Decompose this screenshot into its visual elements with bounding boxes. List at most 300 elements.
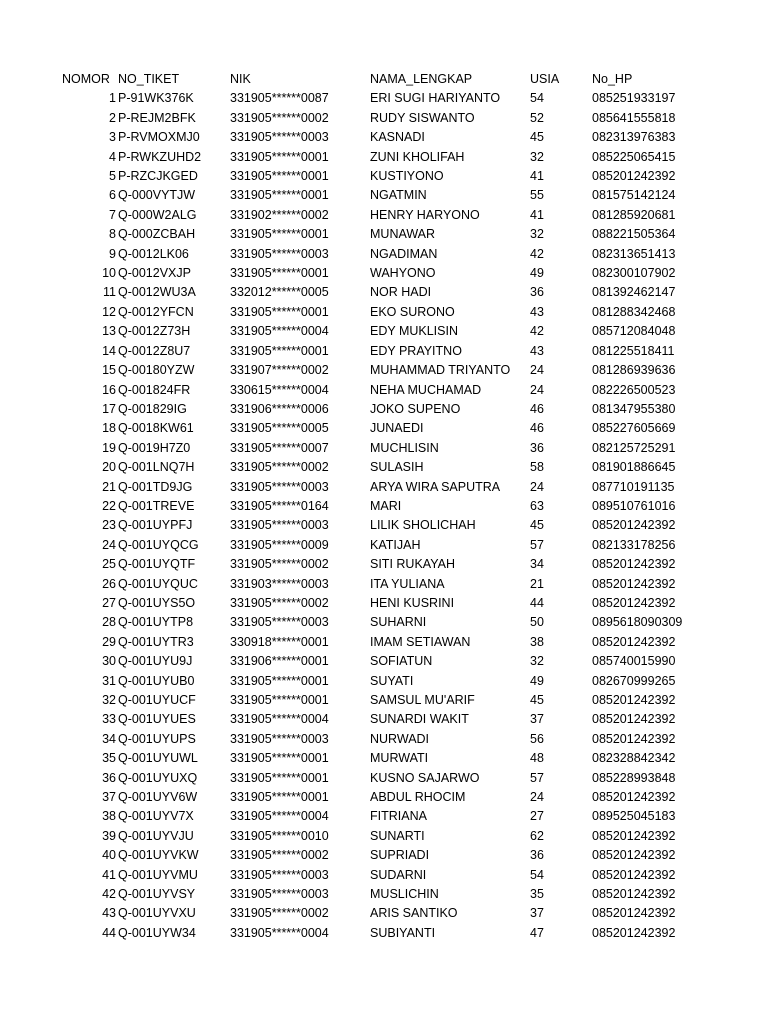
cell-nik: 331905******0001 xyxy=(230,149,329,164)
table-row xyxy=(62,303,762,322)
cell-nik: 331902******0002 xyxy=(230,207,329,222)
cell-usia: 58 xyxy=(530,460,544,475)
table-row xyxy=(62,516,762,535)
cell-nama-lengkap: SAMSUL MU'ARIF xyxy=(370,693,475,707)
table-row xyxy=(62,419,762,438)
cell-usia: 57 xyxy=(530,537,544,552)
cell-nomor: 7 xyxy=(109,207,116,222)
cell-no-tiket: Q-001UYTR3 xyxy=(118,634,194,649)
cell-nama-lengkap: FITRIANA xyxy=(370,809,427,824)
cell-nik: 330918******0001 xyxy=(230,634,329,649)
cell-no-tiket: Q-001UYUWL xyxy=(118,751,198,766)
cell-no-hp: 085227605669 xyxy=(592,421,676,436)
cell-usia: 43 xyxy=(530,304,544,319)
cell-usia: 32 xyxy=(530,227,544,242)
table-row xyxy=(62,89,762,108)
cell-nik: 331905******0003 xyxy=(230,130,329,145)
cell-no-hp: 088221505364 xyxy=(592,227,676,242)
cell-nomor: 23 xyxy=(102,518,116,533)
cell-usia: 47 xyxy=(530,925,544,940)
cell-nama-lengkap: ITA YULIANA xyxy=(370,576,445,591)
cell-nomor: 39 xyxy=(102,828,116,843)
cell-usia: 32 xyxy=(530,149,544,164)
cell-nama-lengkap: NURWADI xyxy=(370,731,430,746)
cell-usia: 46 xyxy=(530,401,544,416)
cell-nama-lengkap: SUHARNI xyxy=(370,615,427,630)
cell-nama-lengkap: HENI KUSRINI xyxy=(370,595,455,610)
cell-nik: 331905******0002 xyxy=(230,557,329,572)
cell-nama-lengkap: SULASIH xyxy=(370,460,424,475)
cell-no-tiket: Q-001UYVKW xyxy=(118,848,199,863)
cell-nama-lengkap: SUNARDI WAKIT xyxy=(370,712,469,727)
cell-nomor: 15 xyxy=(102,363,116,378)
cell-nomor: 5 xyxy=(109,169,116,184)
cell-nik: 331905******0003 xyxy=(230,731,329,746)
cell-no-hp: 082125725291 xyxy=(592,440,676,455)
cell-nama-lengkap: EDY PRAYITNO xyxy=(370,343,462,358)
cell-nomor: 32 xyxy=(102,693,116,707)
cell-no-hp: 085201242392 xyxy=(592,848,676,863)
cell-nik: 331905******0001 xyxy=(230,751,329,766)
cell-nama-lengkap: WAHYONO xyxy=(370,266,436,281)
cell-no-hp: 085201242392 xyxy=(592,731,676,746)
cell-no-hp: 085740015990 xyxy=(592,654,676,669)
cell-usia: 36 xyxy=(530,440,544,455)
cell-no-hp: 082313651413 xyxy=(592,246,676,261)
cell-no-tiket: Q-0012Z73H xyxy=(118,324,191,339)
cell-usia: 57 xyxy=(530,770,544,785)
cell-usia: 45 xyxy=(530,693,544,707)
header-nik: NIK xyxy=(230,72,251,86)
cell-nik: 331905******0003 xyxy=(230,518,329,533)
cell-nomor: 29 xyxy=(102,634,116,649)
cell-usia: 49 xyxy=(530,673,544,688)
cell-nomor: 16 xyxy=(102,382,116,397)
cell-nama-lengkap: MUCHLISIN xyxy=(370,440,439,455)
cell-nik: 331905******0001 xyxy=(230,770,329,785)
cell-nik: 331905******0002 xyxy=(230,110,329,125)
cell-nama-lengkap: SUBIYANTI xyxy=(370,925,436,940)
table-row xyxy=(62,264,762,283)
data-table xyxy=(62,70,762,943)
cell-usia: 63 xyxy=(530,498,544,513)
table-row xyxy=(62,788,762,807)
cell-nama-lengkap: EDY MUKLISIN xyxy=(370,324,458,339)
cell-no-tiket: Q-0012VXJP xyxy=(118,266,191,281)
cell-nomor: 12 xyxy=(102,304,116,319)
table-row xyxy=(62,439,762,458)
cell-nik: 331905******0002 xyxy=(230,595,329,610)
cell-nomor: 1 xyxy=(109,91,116,106)
cell-nik: 331905******0004 xyxy=(230,809,329,824)
table-row xyxy=(62,672,762,691)
cell-nama-lengkap: MUNAWAR xyxy=(370,227,436,242)
cell-nomor: 27 xyxy=(102,595,116,610)
cell-no-tiket: Q-0018KW61 xyxy=(118,421,194,436)
cell-nik: 331905******0087 xyxy=(230,91,329,106)
cell-usia: 54 xyxy=(530,867,544,882)
cell-no-tiket: Q-001UYQTF xyxy=(118,557,196,572)
cell-nomor: 43 xyxy=(102,906,116,921)
cell-no-hp: 081288342468 xyxy=(592,304,676,319)
cell-no-tiket: Q-001UYVMU xyxy=(118,867,198,882)
cell-usia: 38 xyxy=(530,634,544,649)
cell-nama-lengkap: MURWATI xyxy=(370,751,429,766)
cell-nik: 331903******0003 xyxy=(230,576,329,591)
cell-nama-lengkap: ARYA WIRA SAPUTRA xyxy=(370,479,501,494)
cell-nik: 331906******0006 xyxy=(230,401,329,416)
cell-usia: 43 xyxy=(530,343,544,358)
table-body xyxy=(62,89,762,943)
table-row xyxy=(62,924,762,943)
cell-nama-lengkap: SITI RUKAYAH xyxy=(370,557,455,572)
cell-usia: 35 xyxy=(530,887,544,902)
cell-nik: 331905******0001 xyxy=(230,343,329,358)
cell-no-tiket: Q-001UYS5O xyxy=(118,595,196,610)
cell-nama-lengkap: KUSTIYONO xyxy=(370,169,444,184)
table-row xyxy=(62,594,762,613)
cell-no-hp: 085228993848 xyxy=(592,770,676,785)
cell-nomor: 8 xyxy=(109,227,116,242)
header-no-tiket: NO_TIKET xyxy=(118,72,180,86)
cell-no-tiket: Q-000W2ALG xyxy=(118,207,197,222)
cell-nik: 331905******0003 xyxy=(230,479,329,494)
cell-nomor: 17 xyxy=(102,401,116,416)
cell-nomor: 31 xyxy=(102,673,116,688)
cell-usia: 42 xyxy=(530,324,544,339)
cell-nomor: 40 xyxy=(102,848,116,863)
table-row xyxy=(62,381,762,400)
cell-nik: 331907******0002 xyxy=(230,363,329,378)
cell-usia: 36 xyxy=(530,848,544,863)
cell-nama-lengkap: HENRY HARYONO xyxy=(370,207,480,222)
cell-no-hp: 085201242392 xyxy=(592,693,676,707)
table-row xyxy=(62,148,762,167)
cell-nama-lengkap: NEHA MUCHAMAD xyxy=(370,382,482,397)
cell-nomor: 21 xyxy=(102,479,116,494)
cell-nomor: 18 xyxy=(102,421,116,436)
cell-no-tiket: Q-001824FR xyxy=(118,382,191,397)
cell-usia: 41 xyxy=(530,207,544,222)
cell-nama-lengkap: ABDUL RHOCIM xyxy=(370,790,466,805)
table-row xyxy=(62,904,762,923)
header-usia: USIA xyxy=(530,72,560,86)
cell-no-hp: 085201242392 xyxy=(592,634,676,649)
cell-usia: 56 xyxy=(530,731,544,746)
cell-nomor: 34 xyxy=(102,731,116,746)
cell-no-tiket: Q-001UYUES xyxy=(118,712,196,727)
table-row xyxy=(62,361,762,380)
cell-no-tiket: Q-0012WU3A xyxy=(118,285,196,300)
cell-nomor: 28 xyxy=(102,615,116,630)
cell-nik: 331905******0003 xyxy=(230,867,329,882)
cell-no-hp: 085201242392 xyxy=(592,518,676,533)
cell-nik: 331905******0009 xyxy=(230,537,329,552)
cell-no-tiket: P-RZCJKGED xyxy=(118,169,198,184)
cell-usia: 42 xyxy=(530,246,544,261)
cell-nama-lengkap: JUNAEDI xyxy=(370,421,424,436)
cell-nomor: 42 xyxy=(102,887,116,902)
cell-usia: 50 xyxy=(530,615,544,630)
cell-no-tiket: Q-001LNQ7H xyxy=(118,460,195,475)
cell-no-hp: 085712084048 xyxy=(592,324,676,339)
cell-nomor: 41 xyxy=(102,867,116,882)
cell-nik: 331905******0004 xyxy=(230,712,329,727)
table-row xyxy=(62,555,762,574)
cell-usia: 45 xyxy=(530,518,544,533)
cell-nik: 331905******0005 xyxy=(230,421,329,436)
cell-usia: 49 xyxy=(530,266,544,281)
cell-usia: 45 xyxy=(530,130,544,145)
cell-nama-lengkap: SUPRIADI xyxy=(370,848,430,863)
cell-no-tiket: Q-001UYUB0 xyxy=(118,673,195,688)
cell-nama-lengkap: MUHAMMAD TRIYANTO xyxy=(370,363,511,378)
cell-no-hp: 085201242392 xyxy=(592,828,676,843)
cell-nik: 331905******0003 xyxy=(230,615,329,630)
table-row xyxy=(62,885,762,904)
cell-no-hp: 081285920681 xyxy=(592,207,676,222)
cell-nik: 332012******0005 xyxy=(230,285,329,300)
cell-no-hp: 085641555818 xyxy=(592,110,676,125)
cell-usia: 54 xyxy=(530,91,544,106)
table-row xyxy=(62,846,762,865)
cell-no-hp: 085201242392 xyxy=(592,595,676,610)
cell-no-hp: 085251933197 xyxy=(592,91,676,106)
cell-usia: 24 xyxy=(530,790,544,805)
cell-nik: 331905******0164 xyxy=(230,498,329,513)
header-row xyxy=(62,70,762,89)
cell-no-hp: 082300107902 xyxy=(592,266,676,281)
cell-no-tiket: Q-001TREVE xyxy=(118,498,195,513)
cell-no-hp: 085201242392 xyxy=(592,925,676,940)
cell-nik: 331905******0001 xyxy=(230,169,329,184)
cell-usia: 62 xyxy=(530,828,544,843)
cell-nik: 331905******0002 xyxy=(230,848,329,863)
table-row xyxy=(62,497,762,516)
cell-usia: 24 xyxy=(530,479,544,494)
cell-nama-lengkap: IMAM SETIAWAN xyxy=(370,634,471,649)
cell-nama-lengkap: SOFIATUN xyxy=(370,654,433,669)
cell-nomor: 11 xyxy=(103,285,116,300)
cell-no-tiket: P-91WK376K xyxy=(118,91,194,106)
cell-nomor: 3 xyxy=(109,130,116,145)
cell-no-hp: 085201242392 xyxy=(592,557,676,572)
cell-usia: 37 xyxy=(530,712,544,727)
cell-no-hp: 085201242392 xyxy=(592,712,676,727)
header-nama-lengkap: NAMA_LENGKAP xyxy=(370,72,473,86)
table-row xyxy=(62,322,762,341)
cell-nomor: 37 xyxy=(102,790,116,805)
cell-nik: 331905******0004 xyxy=(230,925,329,940)
cell-usia: 32 xyxy=(530,654,544,669)
table-row xyxy=(62,458,762,477)
cell-no-tiket: Q-001UYPFJ xyxy=(118,518,193,533)
cell-nik: 331905******0002 xyxy=(230,460,329,475)
cell-usia: 55 xyxy=(530,188,544,203)
table-row xyxy=(62,827,762,846)
cell-nik: 331905******0003 xyxy=(230,887,329,902)
cell-no-tiket: Q-0019H7Z0 xyxy=(118,440,191,455)
table-row xyxy=(62,613,762,632)
cell-nama-lengkap: MARI xyxy=(370,498,402,513)
cell-no-hp: 081575142124 xyxy=(592,188,676,203)
cell-no-tiket: Q-001UYUCF xyxy=(118,693,196,707)
table-row xyxy=(62,128,762,147)
cell-nomor: 10 xyxy=(102,266,116,281)
cell-no-hp: 081347955380 xyxy=(592,401,676,416)
cell-nomor: 4 xyxy=(109,149,116,164)
cell-no-tiket: Q-000VYTJW xyxy=(118,188,196,203)
table-row xyxy=(62,866,762,885)
cell-usia: 24 xyxy=(530,363,544,378)
cell-usia: 48 xyxy=(530,751,544,766)
cell-nomor: 44 xyxy=(102,925,116,940)
cell-nomor: 2 xyxy=(109,110,116,125)
cell-nik: 331905******0001 xyxy=(230,188,329,203)
table-row xyxy=(62,575,762,594)
cell-nik: 331905******0004 xyxy=(230,324,329,339)
cell-no-hp: 081286939636 xyxy=(592,363,676,378)
cell-nama-lengkap: RUDY SISWANTO xyxy=(370,110,475,125)
cell-nomor: 25 xyxy=(102,557,116,572)
table-row xyxy=(62,633,762,652)
cell-nik: 330615******0004 xyxy=(230,382,329,397)
cell-no-tiket: Q-0012YFCN xyxy=(118,304,194,319)
cell-no-tiket: Q-001UYU9J xyxy=(118,654,193,669)
cell-usia: 37 xyxy=(530,906,544,921)
cell-nama-lengkap: KATIJAH xyxy=(370,537,421,552)
cell-nik: 331906******0001 xyxy=(230,654,329,669)
cell-no-tiket: Q-001UYTP8 xyxy=(118,615,194,630)
cell-nik: 331905******0001 xyxy=(230,790,329,805)
cell-nama-lengkap: NGADIMAN xyxy=(370,246,438,261)
cell-nik: 331905******0001 xyxy=(230,693,329,707)
table-row xyxy=(62,478,762,497)
cell-nik: 331905******0001 xyxy=(230,673,329,688)
table-row xyxy=(62,225,762,244)
cell-usia: 36 xyxy=(530,285,544,300)
cell-nik: 331905******0003 xyxy=(230,246,329,261)
cell-no-tiket: Q-001UYV7X xyxy=(118,809,194,824)
cell-nomor: 26 xyxy=(102,576,116,591)
cell-nomor: 13 xyxy=(102,324,116,339)
cell-nomor: 30 xyxy=(102,654,116,669)
table-row xyxy=(62,730,762,749)
table-row xyxy=(62,167,762,186)
cell-no-tiket: Q-000ZCBAH xyxy=(118,227,196,242)
cell-no-tiket: Q-001UYVJU xyxy=(118,828,194,843)
cell-no-hp: 085225065415 xyxy=(592,149,676,164)
cell-no-tiket: Q-001UYQCG xyxy=(118,537,199,552)
cell-nama-lengkap: SUNARTI xyxy=(370,828,425,843)
cell-no-hp: 082313976383 xyxy=(592,130,676,145)
cell-no-tiket: P-RVMOXMJ0 xyxy=(118,130,200,145)
table-row xyxy=(62,749,762,768)
cell-usia: 52 xyxy=(530,110,544,125)
cell-no-hp: 089510761016 xyxy=(592,498,676,513)
cell-nama-lengkap: KASNADI xyxy=(370,130,425,145)
cell-no-tiket: Q-0012Z8U7 xyxy=(118,343,191,358)
cell-no-hp: 087710191135 xyxy=(592,479,675,494)
cell-no-hp: 0895618090309 xyxy=(592,615,683,630)
cell-no-tiket: P-REJM2BFK xyxy=(118,110,196,125)
table-row xyxy=(62,691,762,710)
cell-usia: 44 xyxy=(530,595,544,610)
cell-usia: 21 xyxy=(530,576,544,591)
table-row xyxy=(62,342,762,361)
cell-no-hp: 089525045183 xyxy=(592,809,676,824)
table-row xyxy=(62,400,762,419)
cell-no-hp: 085201242392 xyxy=(592,906,676,921)
table-row xyxy=(62,652,762,671)
cell-no-tiket: Q-001UYVXU xyxy=(118,906,196,921)
cell-no-hp: 085201242392 xyxy=(592,887,676,902)
table-row xyxy=(62,186,762,205)
cell-no-hp: 085201242392 xyxy=(592,867,676,882)
cell-no-tiket: Q-001UYV6W xyxy=(118,790,198,805)
cell-nik: 331905******0001 xyxy=(230,227,329,242)
cell-no-tiket: Q-00180YZW xyxy=(118,363,195,378)
cell-no-tiket: Q-001UYUPS xyxy=(118,731,196,746)
cell-no-hp: 081225518411 xyxy=(592,343,675,358)
cell-nik: 331905******0001 xyxy=(230,304,329,319)
cell-nama-lengkap: NGATMIN xyxy=(370,188,427,203)
cell-nomor: 6 xyxy=(109,188,116,203)
table-row xyxy=(62,536,762,555)
spreadsheet xyxy=(0,70,768,943)
cell-nama-lengkap: JOKO SUPENO xyxy=(370,401,461,416)
cell-no-tiket: Q-001829IG xyxy=(118,401,187,416)
cell-nama-lengkap: KUSNO SAJARWO xyxy=(370,770,480,785)
cell-nama-lengkap: SUYATI xyxy=(370,673,414,688)
cell-no-hp: 081901886645 xyxy=(592,460,676,475)
cell-no-hp: 082133178256 xyxy=(592,537,676,552)
cell-nik: 331905******0007 xyxy=(230,440,329,455)
cell-nomor: 14 xyxy=(102,343,116,358)
header-nomor: NOMOR xyxy=(62,72,110,86)
cell-no-tiket: Q-001UYUXQ xyxy=(118,770,198,785)
table-row xyxy=(62,710,762,729)
cell-nik: 331905******0001 xyxy=(230,266,329,281)
cell-nomor: 19 xyxy=(102,440,116,455)
cell-nomor: 24 xyxy=(102,537,116,552)
cell-nomor: 33 xyxy=(102,712,116,727)
cell-nama-lengkap: NOR HADI xyxy=(370,285,432,300)
table-row xyxy=(62,245,762,264)
table-row xyxy=(62,807,762,826)
cell-no-tiket: Q-001UYQUC xyxy=(118,576,198,591)
cell-no-hp: 085201242392 xyxy=(592,169,676,184)
cell-no-tiket: Q-001UYVSY xyxy=(118,887,196,902)
cell-nomor: 22 xyxy=(102,498,116,513)
cell-no-hp: 082226500523 xyxy=(592,382,676,397)
cell-no-tiket: Q-0012LK06 xyxy=(118,246,189,261)
cell-no-hp: 082670999265 xyxy=(592,673,676,688)
cell-nama-lengkap: EKO SURONO xyxy=(370,304,455,319)
cell-nomor: 35 xyxy=(102,751,116,766)
table-row xyxy=(62,769,762,788)
table-row xyxy=(62,206,762,225)
cell-nomor: 36 xyxy=(102,770,116,785)
table-row xyxy=(62,109,762,128)
table-row xyxy=(62,283,762,302)
cell-usia: 46 xyxy=(530,421,544,436)
cell-no-tiket: Q-001TD9JG xyxy=(118,479,193,494)
cell-no-hp: 081392462147 xyxy=(592,285,676,300)
cell-nama-lengkap: ARIS SANTIKO xyxy=(370,906,458,921)
cell-nama-lengkap: SUDARNI xyxy=(370,867,427,882)
cell-usia: 34 xyxy=(530,557,544,572)
